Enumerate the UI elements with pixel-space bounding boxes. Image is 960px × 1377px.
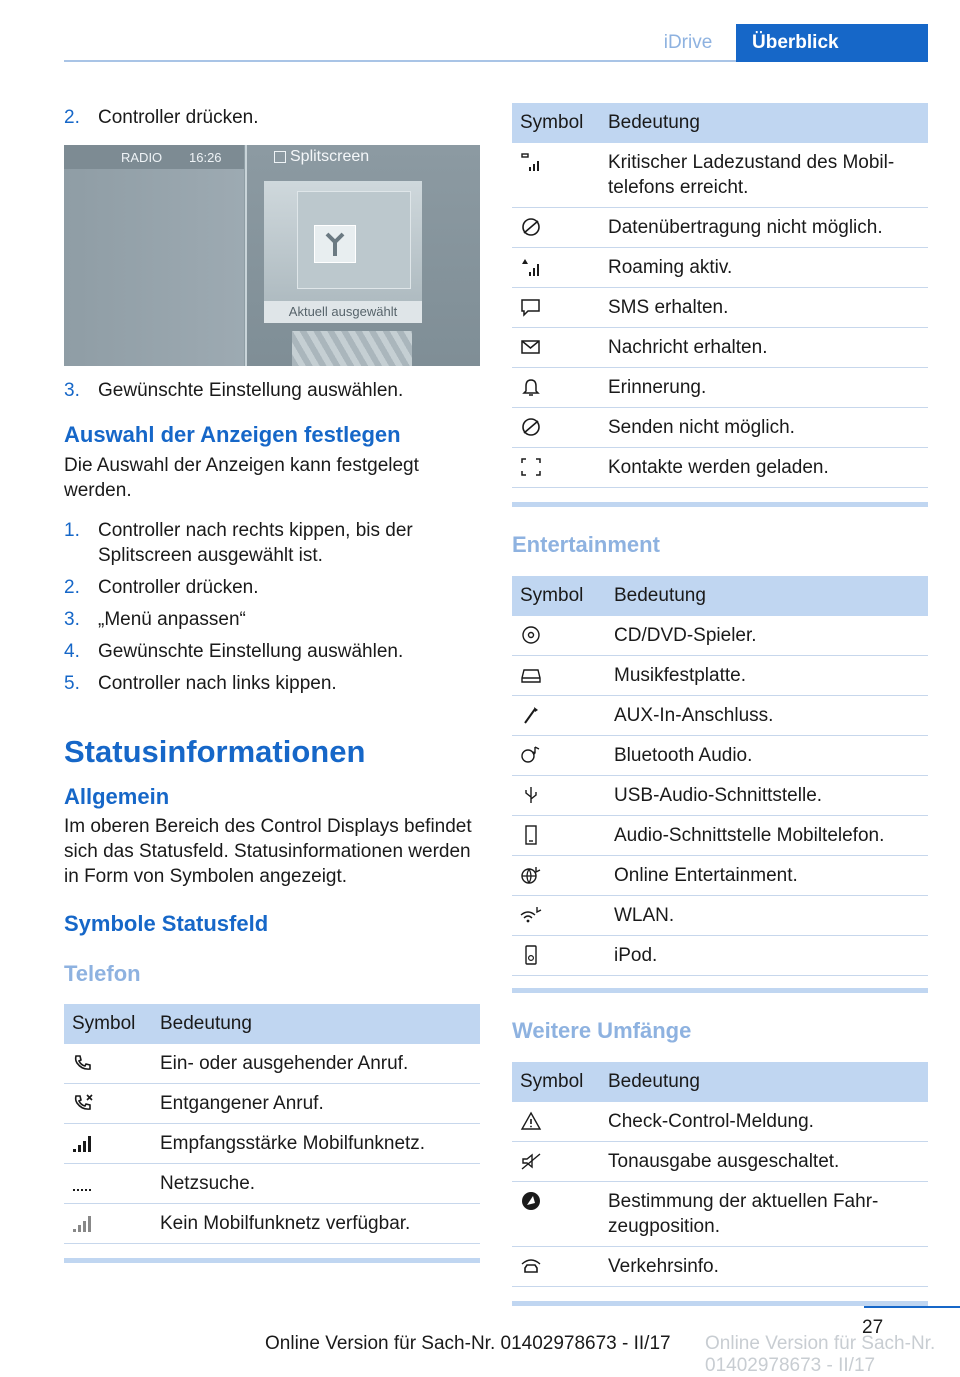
row-meaning: Netzsuche. [152,1164,480,1204]
row-meaning: Ein- oder ausgehender Anruf. [152,1044,480,1084]
allgemein-text: Im oberen Bereich des Control Displays befindet sich das Statusfeld. Statusinformationen werden in Form von Symbolen angezeigt. [64,816,472,887]
warning-triangle-icon [520,1111,542,1131]
table-header-row [512,103,928,143]
screenshot-time: 16:26 [189,150,222,165]
step-text: Controller nach links kippen. [98,673,337,694]
traffic-info-icon [520,1256,542,1276]
table-row [512,143,928,208]
allgemein-heading: Allgemein [64,784,170,809]
telefon-table [64,1004,480,1244]
screenshot-tile-caption: Aktuell ausgewählt [264,301,422,323]
table-row [512,368,928,408]
table-row [512,896,928,936]
column-header-symbol: Symbol [512,576,606,616]
row-meaning: AUX-In-Anschluss. [606,696,928,736]
table-row [512,1247,928,1287]
phone-call-icon [72,1053,94,1073]
table-row [512,408,928,448]
row-meaning: Roaming aktiv. [600,248,928,288]
row-meaning: Check-Control-Meldung. [600,1102,928,1142]
online-entertainment-icon [520,865,542,885]
step-number: 4. [64,641,80,662]
step-text: Gewünschte Einstellung auswählen. [98,641,404,662]
row-meaning: USB-Audio-Schnittstelle. [606,776,928,816]
step-number: 1. [64,520,80,541]
table-row [64,1124,480,1164]
row-meaning: Kritischer Ladezustand des Mobiltelefons erreicht. [600,143,928,208]
hard-drive-icon [520,665,542,685]
reminder-bell-icon [520,377,542,397]
table-row [512,448,928,488]
right-column [512,103,928,1306]
column-header-symbol: Symbol [64,1004,152,1044]
row-meaning: Online Entertainment. [606,856,928,896]
step-text: Controller drücken. [98,577,259,598]
step-text: Controller nach rechts kippen, bis der Splitscreen ausgewählt ist. [98,520,413,566]
screenshot-main-area [64,145,244,366]
mute-speaker-icon [520,1151,542,1171]
row-meaning: CD/DVD-Spieler. [606,616,928,656]
row-meaning: Nachricht erhalten. [600,328,928,368]
table-header-row [512,1062,928,1102]
statusinformationen-heading: Statusinformationen [64,734,366,769]
row-meaning: SMS erhalten. [600,288,928,328]
step-number: 5. [64,673,80,694]
entertainment-table [512,576,928,976]
roaming-icon [520,257,542,277]
weitere-umfaenge-heading: Weitere Umfänge [512,1018,692,1043]
table-row [512,248,928,288]
contacts-loading-icon [520,457,542,477]
network-search-icon [72,1173,94,1193]
step-item [64,671,480,696]
row-meaning: Audio-Schnittstelle Mobiltelefon. [606,816,928,856]
table-end-rule [64,1258,480,1263]
signal-strength-icon [72,1133,94,1153]
row-meaning: Kontakte werden geladen. [600,448,928,488]
table-row [64,1044,480,1084]
table-row [512,776,928,816]
table-row [512,1182,928,1247]
table-row [512,856,928,896]
step-number: 2. [64,107,80,128]
direction-sign-icon [314,225,356,263]
table-row [512,616,928,656]
column-header-meaning: Bedeutung [606,576,928,616]
column-header-meaning: Bedeutung [600,103,928,143]
column-header-symbol: Symbol [512,103,600,143]
auswahl-steps [64,518,480,696]
telefon-table-continued [512,103,928,488]
ipod-icon [520,945,542,965]
row-meaning: Verkehrsinfo. [600,1247,928,1287]
step-item [64,639,480,664]
row-meaning: Tonausgabe ausgeschaltet. [600,1142,928,1182]
message-icon [520,337,542,357]
step-item [64,575,480,600]
auswahl-text: Die Auswahl der Anzeigen kann festgelegt werden. [64,455,419,501]
no-data-icon [520,217,542,237]
table-row [512,1142,928,1182]
page-number: 27 [862,1317,884,1338]
step-number: 3. [64,609,80,630]
location-icon [520,1191,542,1211]
step-item [64,518,480,568]
row-meaning: Entgangener Anruf. [152,1084,480,1124]
header-section: iDrive [663,32,713,53]
sms-icon [520,297,542,317]
mobile-phone-icon [520,825,542,845]
missed-call-icon [72,1093,94,1113]
usb-icon [520,785,542,805]
table-row [512,288,928,328]
screenshot-radio-label: RADIO [121,150,163,165]
weitere-table [512,1062,928,1287]
row-meaning: Bestimmung der aktuellen Fahrzeugposition. [600,1182,928,1247]
step-text: Controller drücken. [98,107,259,128]
table-header-row [64,1004,480,1044]
step-text: Gewünschte Einstellung auswählen. [98,380,404,401]
table-header-row [512,576,928,616]
wlan-icon [520,905,542,925]
step-number: 2. [64,577,80,598]
send-failed-icon [520,417,542,437]
step-item [64,105,480,130]
table-row [512,696,928,736]
table-end-rule [512,988,928,993]
table-row [512,328,928,368]
table-row [512,736,928,776]
bluetooth-audio-icon [520,745,542,765]
auswahl-heading: Auswahl der Anzeigen festlegen [64,422,401,447]
step-item [64,607,480,632]
checkbox-icon [274,151,286,163]
telefon-heading: Telefon [64,961,141,986]
step-item [64,378,480,403]
row-meaning: Datenübertragung nicht möglich. [600,208,928,248]
symbole-statusfeld-heading: Symbole Statusfeld [64,911,269,936]
row-meaning: Musikfestplatte. [606,656,928,696]
online-version-text: Online Version für Sach-Nr. 01402978673 - II/17 [265,1333,671,1354]
screenshot-splitscreen-title: Splitscreen [290,148,370,165]
table-row [512,1102,928,1142]
column-header-meaning: Bedeutung [152,1004,480,1044]
disc-icon [520,625,542,645]
step-number: 3. [64,380,80,401]
left-column [64,96,480,1263]
screenshot-bottom-pattern [292,331,412,366]
table-row [64,1204,480,1244]
table-row [512,208,928,248]
table-row [64,1164,480,1204]
row-meaning: Erinnerung. [600,368,928,408]
row-meaning: WLAN. [606,896,928,936]
entertainment-heading: Entertainment [512,532,660,557]
table-end-rule [512,502,928,507]
table-row [512,936,928,976]
table-row [64,1084,480,1124]
watermark-text: Online Version für Sach-Nr. 01402978673 - II/17 [705,1333,936,1376]
table-row [512,656,928,696]
header-chapter: Überblick [736,24,928,62]
footer-rule [864,1306,960,1308]
aux-cable-icon [520,705,542,725]
row-meaning: Empfangsstärke Mobilfunknetz. [152,1124,480,1164]
column-header-symbol: Symbol [512,1062,600,1102]
splitscreen-screenshot [64,145,480,366]
row-meaning: Senden nicht möglich. [600,408,928,448]
row-meaning: iPod. [606,936,928,976]
low-battery-icon [520,152,542,172]
row-meaning: Bluetooth Audio. [606,736,928,776]
no-network-icon [72,1213,94,1233]
step-text: „Menü anpassen“ [98,609,246,630]
table-row [512,816,928,856]
column-header-meaning: Bedeutung [600,1062,928,1102]
row-meaning: Kein Mobilfunknetz verfügbar. [152,1204,480,1244]
